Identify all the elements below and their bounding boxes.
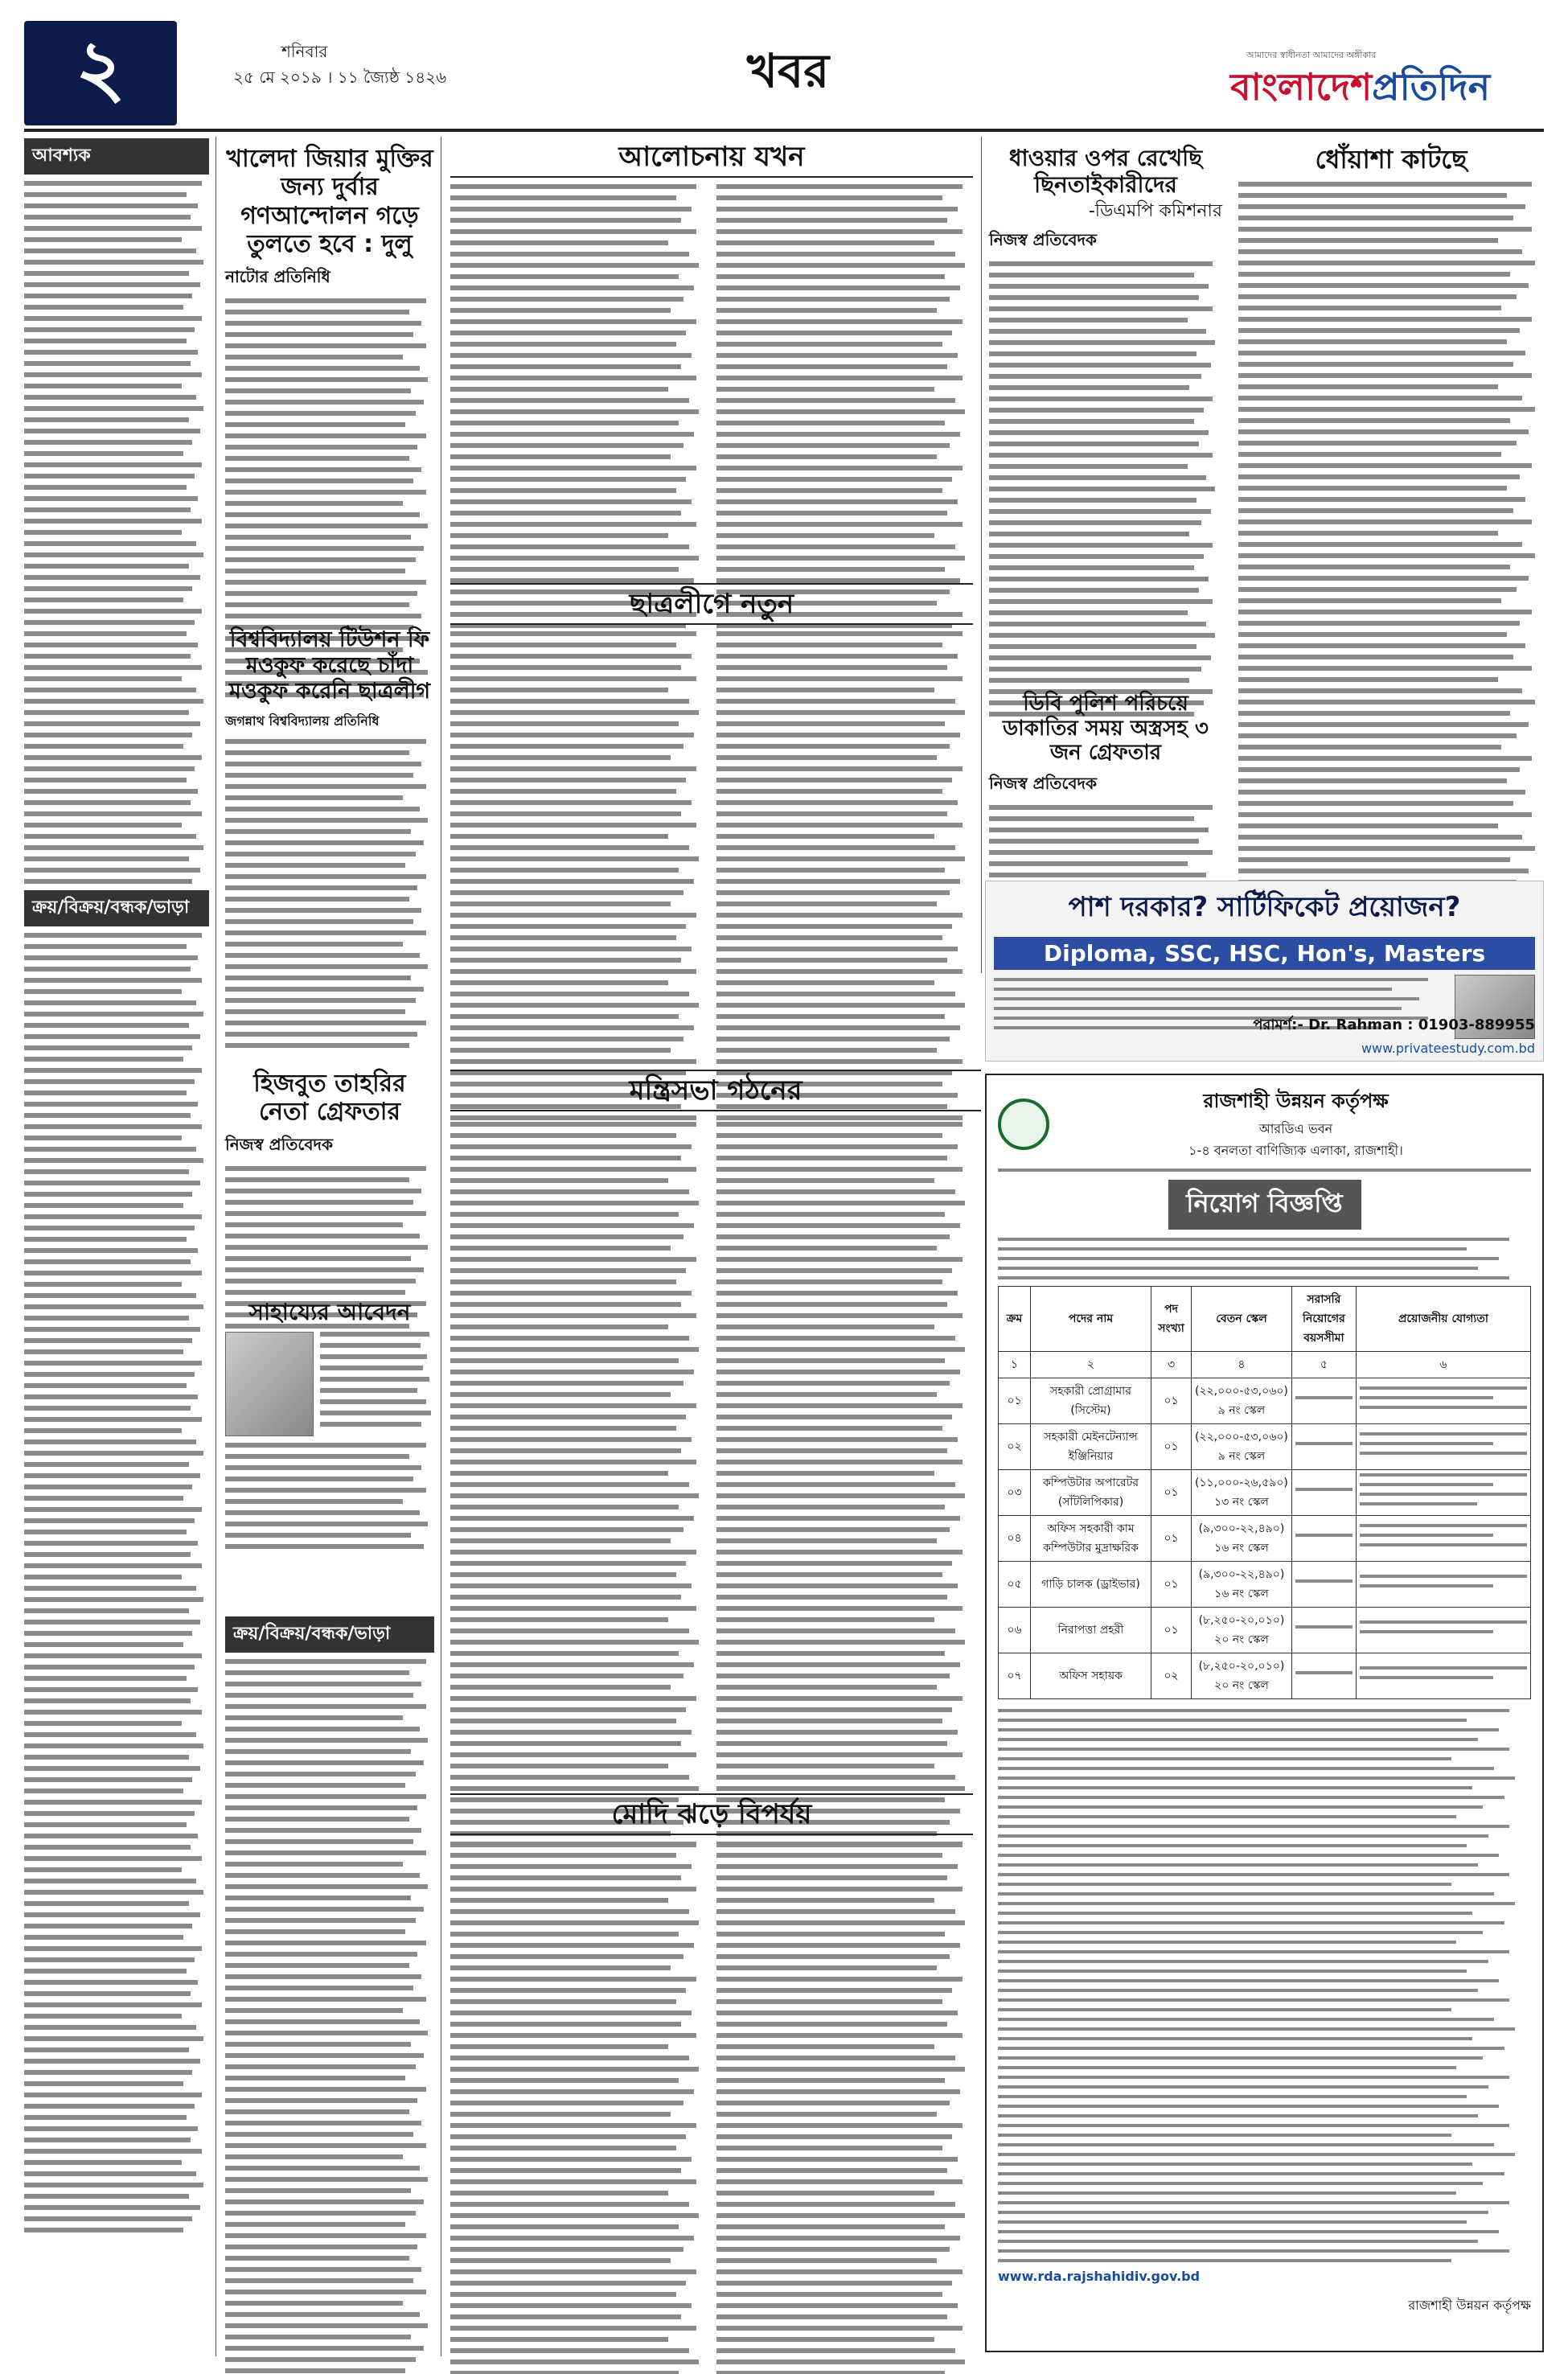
table-cell-age: [1291, 1470, 1356, 1516]
ad-diploma-subhead: Diploma, SSC, HSC, Hon's, Masters: [994, 937, 1535, 970]
table-cell-post: নিরাপত্তা প্রহরী: [1031, 1608, 1151, 1653]
table-cell-qualification: [1356, 1608, 1530, 1653]
table-header: পদ সংখ্যা: [1151, 1287, 1192, 1352]
table-row: [999, 1516, 1531, 1562]
article-help-appeal: [225, 1299, 434, 1555]
table-row: [999, 1608, 1531, 1653]
table-cell-age: [1291, 1424, 1356, 1470]
table-cell-count: ০১: [1151, 1378, 1192, 1424]
table-cell-count: ০১: [1151, 1470, 1192, 1516]
table-cell-scale: (৯,৩০০-২২,৪৯০) ১৬ নং স্কেল: [1192, 1516, 1292, 1562]
recruitment-signatory: রাজশাহী উন্নয়ন কর্তৃপক্ষ: [1408, 2298, 1531, 2313]
article-body: [716, 184, 973, 635]
table-cell-scale: (৯,৩০০-২২,৪৯০) ১৬ নং স্কেল: [1192, 1562, 1292, 1608]
table-cell-age: [1291, 1653, 1356, 1699]
table-cell-sl: ০৪: [999, 1516, 1031, 1562]
article-headline: ধাওয়ার ওপর রেখেছি ছিনতাইকারীদের: [1008, 145, 1203, 199]
table-cell-sl: ০৭: [999, 1653, 1031, 1699]
table-row: [999, 1653, 1531, 1699]
article-byline: নাটোর প্রতিনিধি: [225, 266, 330, 286]
classifieds-column: [24, 138, 209, 2358]
table-col-number: ৫: [1291, 1352, 1356, 1378]
recruitment-org: রাজশাহী উন্নয়ন কর্তৃপক্ষ: [1203, 1090, 1389, 1112]
article-headline: হিজবুত তাহরির নেতা গ্রেফতার: [253, 1070, 406, 1127]
ad-diploma-headline: পাশ দরকার? সার্টিফিকেট প্রয়োজন?: [1068, 891, 1461, 923]
article-body: [320, 1332, 434, 1436]
table-cell-scale: (২২,০০০-৫৩,০৬০) ৯ নং স্কেল: [1192, 1378, 1292, 1424]
classified-text-block: [225, 1653, 434, 2374]
table-cell-qualification: [1356, 1424, 1530, 1470]
table-cell-count: ০২: [1151, 1653, 1192, 1699]
article-body: [450, 1842, 707, 2374]
recruitment-website[interactable]: www.rda.rajshahidiv.gov.bd: [998, 2269, 1201, 2284]
article-body: [225, 1443, 434, 1549]
page-number: ২: [75, 23, 126, 113]
table-cell-scale: (২২,০০০-৫৩,০৬০) ৯ নং স্কেল: [1192, 1424, 1292, 1470]
table-col-number: ৩: [1151, 1352, 1192, 1378]
table-header: সরাসরি নিয়োগের বয়সসীমা: [1291, 1287, 1356, 1352]
appeal-photo: [225, 1332, 314, 1436]
article-headline: সাহায্যের আবেদন: [248, 1299, 411, 1325]
article-hizbut: [225, 1070, 434, 1335]
classified-text-block: [24, 175, 209, 882]
article-headline: ধোঁয়াশা কাটছে: [1315, 144, 1467, 175]
article-body: [716, 1122, 973, 1854]
table-cell-post: অফিস সহকারী কাম কম্পিউটার মুদ্রাক্ষরিক: [1031, 1516, 1151, 1562]
article-body: [450, 184, 707, 635]
table-cell-age: [1291, 1562, 1356, 1608]
table-col-number: ৪: [1192, 1352, 1292, 1378]
page-number-badge: [24, 21, 177, 125]
table-header: ক্রম: [999, 1287, 1031, 1352]
table-cell-qualification: [1356, 1470, 1530, 1516]
table-cell-sl: ০২: [999, 1424, 1031, 1470]
article-byline: নিজস্ব প্রতিবেদক: [989, 774, 1098, 794]
classified-text-block: [24, 926, 209, 2232]
article-headline: বিশ্ববিদ্যালয় টিউশন ফি মওকুফ করেছে চাঁদা মওকুফ করেনি ছাত্রলীগ: [228, 627, 431, 704]
ad-diploma-contact: পরামর্শ:- Dr. Rahman : 01903-889955: [1253, 1017, 1535, 1033]
article-body: [716, 1842, 973, 2374]
table-col-number: ২: [1031, 1352, 1151, 1378]
ad-diploma-website[interactable]: www.privateestudy.com.bd: [1361, 1041, 1535, 1056]
masthead-day: শনিবার: [281, 42, 328, 61]
classifieds-header-sale-rent: ক্রয়/বিক্রয়/বন্ধক/ভাড়া: [225, 1616, 434, 1653]
rda-logo-icon: [998, 1099, 1049, 1150]
article-body: [450, 1122, 707, 1854]
table-cell-sl: ০১: [999, 1378, 1031, 1424]
table-row: [999, 1562, 1531, 1608]
column-divider: [215, 137, 216, 2356]
table-cell-scale: (৮,২৫০-২০,০১০) ২০ নং স্কেল: [1192, 1608, 1292, 1653]
article-modi: [450, 1793, 973, 2374]
brand-logo: [1230, 60, 1490, 121]
article-dmp: [989, 145, 1222, 723]
table-col-number: ১: [999, 1352, 1031, 1378]
table-cell-post: অফিস সহায়ক: [1031, 1653, 1151, 1699]
brand-tagline: আমাদের স্বাধীনতা আমাদের অঙ্গীকার: [1246, 50, 1377, 60]
article-chhatraleague: [450, 583, 973, 1127]
article-cabinet-body: [450, 1122, 973, 1854]
table-header: পদের নাম: [1031, 1287, 1151, 1352]
table-cell-post: সহকারী প্রোগ্রামার (সিস্টেম): [1031, 1378, 1151, 1424]
article-headline: ডিবি পুলিশ পরিচয়ে ডাকাতির সময় অস্ত্রসহ ৩ জন গ্রেফতার: [1003, 692, 1209, 766]
table-cell-qualification: [1356, 1378, 1530, 1424]
table-row: [999, 1424, 1531, 1470]
article-byline: নিজস্ব প্রতিবেদক: [225, 1134, 334, 1154]
table-row: [999, 1378, 1531, 1424]
article-headline: আলোচনায় যখন: [450, 141, 973, 178]
classifieds-header-wanted: আবশ্যক: [24, 138, 209, 175]
table-cell-post: গাড়ি চালক (ড্রাইভার): [1031, 1562, 1151, 1608]
table-cell-age: [1291, 1608, 1356, 1653]
table-cell-qualification: [1356, 1562, 1530, 1608]
brand-name-part2: প্রতিদিন: [1372, 65, 1491, 109]
table-col-number: ৬: [1356, 1352, 1530, 1378]
article-headline: মন্ত্রিসভা গঠনের: [450, 1070, 981, 1111]
article-headline: খালেদা জিয়ার মুক্তির জন্য দুর্বার গণআন্দোলন গড়ে তুলতে হবে : দুলু: [226, 145, 433, 259]
article-body: [225, 739, 434, 1048]
brand-name-part1: বাংলাদেশ: [1230, 65, 1373, 109]
table-cell-count: ০১: [1151, 1562, 1192, 1608]
table-cell-count: ০১: [1151, 1516, 1192, 1562]
article-alochona: [450, 141, 973, 635]
section-title: খবর: [746, 43, 830, 98]
table-cell-post: সহকারী মেইনটেন্যান্স ইঞ্জিনিয়ার: [1031, 1424, 1151, 1470]
table-cell-qualification: [1356, 1653, 1530, 1699]
ad-diploma: [985, 881, 1544, 1062]
classifieds-col2: [225, 1616, 434, 2374]
article-body: [716, 631, 973, 1127]
table-cell-post: কম্পিউটার অপারেটর (সাঁটলিপিকার): [1031, 1470, 1151, 1516]
table-cell-age: [1291, 1516, 1356, 1562]
article-body: [450, 631, 707, 1127]
table-row: [999, 1470, 1531, 1516]
table-header: বেতন স্কেল: [1192, 1287, 1292, 1352]
table-cell-age: [1291, 1378, 1356, 1424]
article-headline: মোদি ঝড়ে বিপর্যয়: [450, 1793, 973, 1835]
article-khaleda: [225, 145, 434, 704]
table-cell-qualification: [1356, 1516, 1530, 1562]
table-cell-sl: ০৬: [999, 1608, 1031, 1653]
masthead-rule: [24, 129, 1544, 132]
recruitment-notice: [985, 1074, 1544, 2352]
article-body: [989, 261, 1222, 717]
recruitment-title: নিয়োগ বিজ্ঞপ্তি: [1168, 1180, 1361, 1230]
article-byline: জগন্নাথ বিশ্ববিদ্যালয় প্রতিনিধি: [225, 713, 380, 729]
masthead-date: ২৫ মে ২০১৯ । ১১ জ্যৈষ্ঠ ১৪২৬: [233, 68, 447, 87]
table-header: প্রয়োজনীয় যোগ্যতা: [1356, 1287, 1530, 1352]
article-byline: নিজস্ব প্রতিবেদক: [989, 230, 1098, 250]
article-subhead: -ডিএমপি কমিশনার: [1088, 201, 1222, 222]
article-tuition-fee: [225, 627, 434, 1054]
table-cell-scale: (৮,২৫০-২০,০১০) ২০ নং স্কেল: [1192, 1653, 1292, 1699]
table-cell-sl: ০৩: [999, 1470, 1031, 1516]
recruitment-address: ১-৪ বনলতা বাণিজ্যিক এলাকা, রাজশাহী।: [1188, 1143, 1403, 1158]
column-divider: [981, 137, 982, 973]
recruitment-conditions: [998, 1709, 1531, 2262]
recruitment-table: [998, 1286, 1531, 1699]
recruitment-org-sub: আরডিএ ভবন: [1258, 1121, 1333, 1136]
table-cell-scale: (১১,০০০-২৬,৫৯০) ১৩ নং স্কেল: [1192, 1470, 1292, 1516]
table-cell-sl: ০৫: [999, 1562, 1031, 1608]
table-cell-count: ০১: [1151, 1608, 1192, 1653]
article-headline: ছাত্রলীগে নতুন: [450, 583, 973, 625]
recruitment-intro: [998, 1238, 1531, 1279]
table-cell-count: ০১: [1151, 1424, 1192, 1470]
classifieds-header-sale-rent: ক্রয়/বিক্রয়/বন্ধক/ভাড়া: [24, 890, 209, 926]
